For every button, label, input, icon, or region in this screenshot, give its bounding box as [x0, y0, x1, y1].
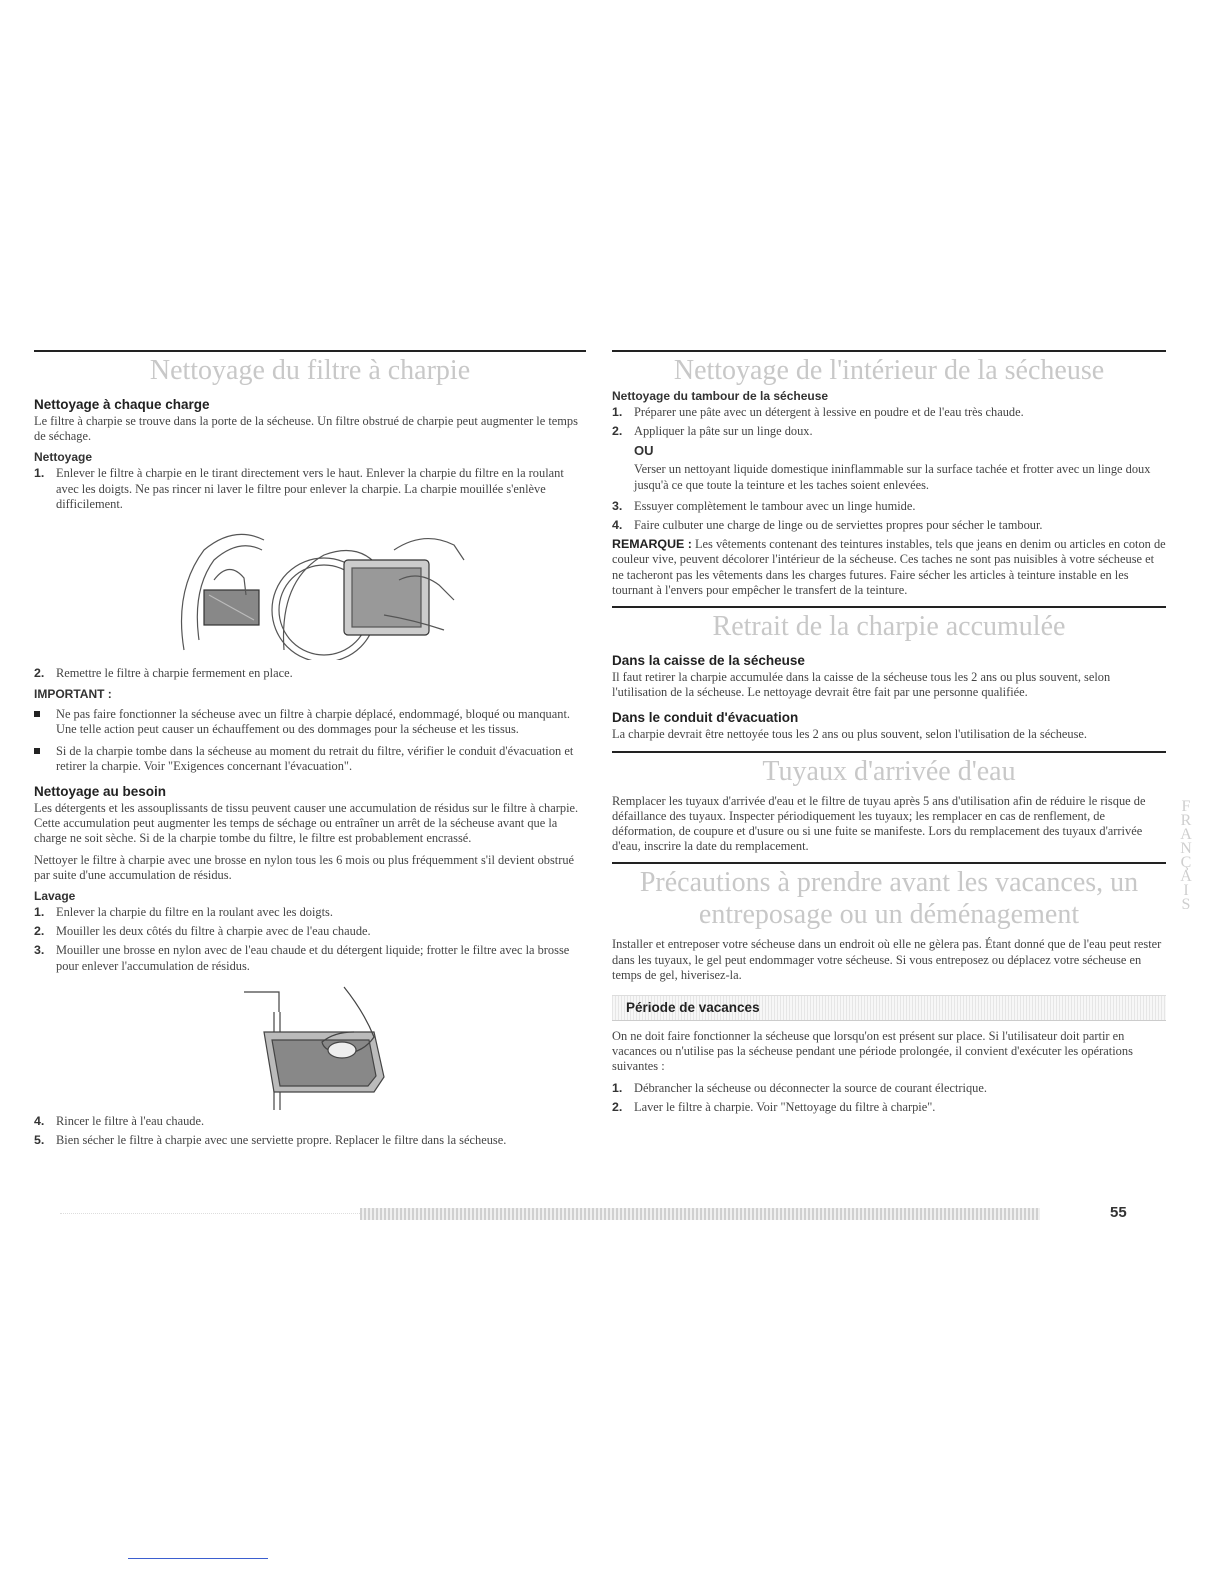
footer-bar: [360, 1208, 1040, 1220]
right-column: [612, 350, 1166, 1119]
section-rule: [612, 350, 1166, 352]
step-text: Enlever la charpie du filtre en la roulant avec les doigts.: [56, 905, 333, 920]
drum-cleaning-subheading: Nettoyage du tambour de la sécheuse: [612, 389, 829, 403]
lint-filter-removal-illustration: [174, 520, 586, 660]
water-hoses-title: Tuyaux d'arrivée d'eau: [762, 755, 1016, 787]
note-label: REMARQUE :: [612, 537, 692, 552]
step-number: 3.: [612, 498, 623, 513]
section-rule: [612, 751, 1166, 753]
step-text: Appliquer la pâte sur un linge doux.: [634, 424, 813, 439]
step-item: [34, 924, 586, 939]
important-label: IMPORTANT :: [34, 687, 112, 702]
bullet-text: Si de la charpie tombe dans la sécheuse au moment du retrait du filtre, vérifier le conduit d'évacuation et retirer la charpie. Voir "Exigences concernant l'évacuation".: [56, 743, 574, 773]
vacation-paragraph: Installer et entreposer votre sécheuse dans un endroit où elle ne gèlera pas. Étant donné que de l'eau peut rester dans les tuyaux, le gel peut endommager votre sécheuse. Si vous entreposez ou déplacez votre sécheuse en temps de gel, hiverisez-la.: [612, 937, 1162, 982]
step-text: Bien sécher le filtre à charpie avec une serviette propre. Replacer le filtre dans la sécheuse.: [56, 1133, 507, 1148]
step-text: Préparer une pâte avec un détergent à lessive en poudre et de l'eau très chaude.: [634, 405, 1024, 419]
step-item: [34, 466, 586, 512]
step-text: Enlever le filtre à charpie en le tirant directement vers le haut. Enlever la charpie du filtre en la roulant avec les doigts. Ne pas rincer ni laver le filtre pour enlever la charpie. La charpie mouillée s'enlève difficilement.: [56, 466, 564, 511]
side-tab-letter: R: [1180, 812, 1192, 829]
step-text: Débrancher la sécheuse ou déconnecter la source de courant électrique.: [634, 1080, 987, 1095]
step-item: [612, 424, 1166, 439]
step-item: [612, 1100, 1166, 1115]
side-tab-letter: I: [1183, 882, 1189, 899]
side-tab-letter: N: [1180, 840, 1192, 857]
side-tab-letter: S: [1181, 896, 1191, 913]
as-needed-paragraph: Les détergents et les assouplissants de tissu peuvent causer une accumulation de résidus sur le filtre à charpie. Cette accumulation peut augmenter les temps de séchage ou entraîner un arrêt de la sécheuse avant que la charge ne soit sèche. Si de la charpie tombe du filtre, le filtre est probablement encrassé.: [34, 801, 579, 846]
step-item: [34, 1114, 586, 1129]
step-item: [612, 518, 1166, 533]
bullet-square-icon: [34, 748, 40, 754]
side-tab-letter: A: [1180, 868, 1192, 885]
section-rule: [612, 606, 1166, 608]
step-number: 1.: [612, 405, 623, 419]
page-number: 55: [1110, 1204, 1127, 1221]
bottom-link-underline: [128, 1558, 268, 1559]
step-item: [34, 943, 586, 973]
as-needed-heading: Nettoyage au besoin: [34, 784, 167, 800]
step-text: Laver le filtre à charpie. Voir "Nettoyage du filtre à charpie".: [634, 1099, 936, 1114]
alternative-text: Verser un nettoyant liquide domestique ininflammable sur la surface tachée et frotter avec un linge doux jusqu'à ce que toute la teinture et les taches soient enlevées.: [634, 462, 1151, 492]
step-number: 1.: [34, 905, 45, 920]
cabinet-heading: Dans la caisse de la sécheuse: [612, 653, 805, 669]
side-tab-letter: F: [1181, 798, 1191, 815]
step-text: Rincer le filtre à l'eau chaude.: [56, 1113, 205, 1128]
each-load-intro: Le filtre à charpie se trouve dans la porte de la sécheuse. Un filtre obstrué de charpie peut augmenter le temps de séchage.: [34, 414, 578, 444]
cleaning-subheading: Nettoyage: [34, 450, 93, 465]
side-tab-letter: A: [1180, 826, 1192, 843]
or-label: OU: [634, 443, 654, 459]
step-item: [612, 1081, 1166, 1096]
as-needed-paragraph-2: Nettoyer le filtre à charpie avec une brosse en nylon tous les 6 mois ou plus fréquemment s'il devient obstrué par suite d'une accumulation de résidus.: [34, 852, 575, 882]
vacation-period-paragraph: On ne doit faire fonctionner la sécheuse que lorsqu'on est présent sur place. Si l'utilisateur doit partir en vacances ou n'utilise pas la sécheuse pendant une période prolongée, il convient d'exécuter les opérations suivantes :: [612, 1029, 1133, 1074]
step-item: [612, 499, 1166, 514]
step-text: Mouiller une brosse en nylon avec de l'eau chaude et du détergent liquide; frotter le filtre avec la brosse pour enlever l'accumulation de résidus.: [56, 943, 570, 973]
step-item: [34, 1133, 586, 1148]
bullet-item: [34, 744, 586, 774]
note-paragraph: [612, 537, 1166, 598]
section-rule: [34, 350, 586, 352]
vacation-period-banner: [612, 995, 1166, 1021]
step-text: Mouiller les deux côtés du filtre à charpie avec de l'eau chaude.: [56, 924, 371, 939]
step-item: [34, 905, 586, 920]
language-side-tab: [1176, 800, 1196, 912]
footer-dotted-line: [60, 1213, 360, 1214]
left-column: [34, 350, 586, 1152]
bullet-item: [34, 707, 586, 737]
exhaust-paragraph: La charpie devrait être nettoyée tous les 2 ans ou plus souvent, selon l'utilisation de la sécheuse.: [612, 727, 1088, 742]
step-number: 4.: [612, 518, 623, 533]
hoses-paragraph: Remplacer les tuyaux d'arrivée d'eau et le filtre de tuyau après 5 ans d'utilisation afin de réduire le risque de défaillance des tuyaux. Inspecter périodiquement les tuyaux; les remplacer en cas de renflement, de déformation, de coupure et d'usure ou si une fuite se manifeste. Lors du remplacement des tuyaux d'arrivée d'eau, inscrire la date du remplacement.: [612, 793, 1146, 854]
step-item: [612, 405, 1166, 420]
exhaust-heading: Dans le conduit d'évacuation: [612, 710, 799, 726]
step-text: Essuyer complètement le tambour avec un linge humide.: [634, 498, 916, 513]
step-number: 3.: [34, 943, 45, 958]
step-number: 1.: [34, 466, 45, 481]
bullet-square-icon: [34, 711, 40, 717]
note-text: Les vêtements contenant des teintures instables, tels que jeans en denim ou articles en coton de couleur vive, peuvent décolorer l'intérieur de la sécheuse. Ces taches ne sont pas nuisibles à votre sécheuse et ne tacheront pas les vêtements dans les charges futures. Faire sécher les articles à teinture instable en les tournant à l'envers pour empêcher le transfert de la teinture.: [612, 537, 1166, 597]
lint-removal-title: Retrait de la charpie accumulée: [712, 611, 1066, 643]
vacation-title-line1: Précautions à prendre avant les vacances, un: [639, 867, 1139, 899]
filter-washing-illustration: [224, 982, 586, 1110]
washing-subheading: Lavage: [34, 889, 76, 904]
vacation-period-heading: Période de vacances: [626, 1000, 760, 1016]
cabinet-paragraph: Il faut retirer la charpie accumulée dans la caisse de la sécheuse tous les 2 ans ou plus souvent, selon l'utilisation de la sécheuse. Le nettoyage devrait être fait par une personne qualifiée.: [612, 670, 1111, 700]
step-number: 2.: [612, 1099, 623, 1114]
bullet-text: Ne pas faire fonctionner la sécheuse avec un filtre à charpie déplacé, endommagé, bloqué ou manquant. Une telle action peut causer un échauffement ou des dommages pour la sécheuse et les tissus.: [56, 707, 570, 737]
side-tab-letter: Ç: [1180, 854, 1192, 871]
section-rule: [612, 862, 1166, 864]
lint-filter-title: Nettoyage du filtre à charpie: [149, 355, 471, 386]
step-number: 1.: [612, 1080, 623, 1095]
each-load-heading: Nettoyage à chaque charge: [34, 397, 210, 412]
vacation-title-line2: entreposage ou un déménagement: [698, 899, 1080, 931]
step-text: Faire culbuter une charge de linge ou de serviettes propres pour sécher le tambour.: [634, 518, 1043, 533]
step-number: 2.: [34, 666, 45, 681]
step-item: [34, 666, 586, 681]
interior-cleaning-title: Nettoyage de l'intérieur de la sécheuse: [673, 355, 1105, 386]
step-number: 2.: [612, 424, 623, 439]
step-text: Remettre le filtre à charpie fermement en place.: [56, 666, 293, 681]
step-number: 4.: [34, 1113, 45, 1128]
step-number: 2.: [34, 924, 45, 939]
step-number: 5.: [34, 1133, 45, 1148]
